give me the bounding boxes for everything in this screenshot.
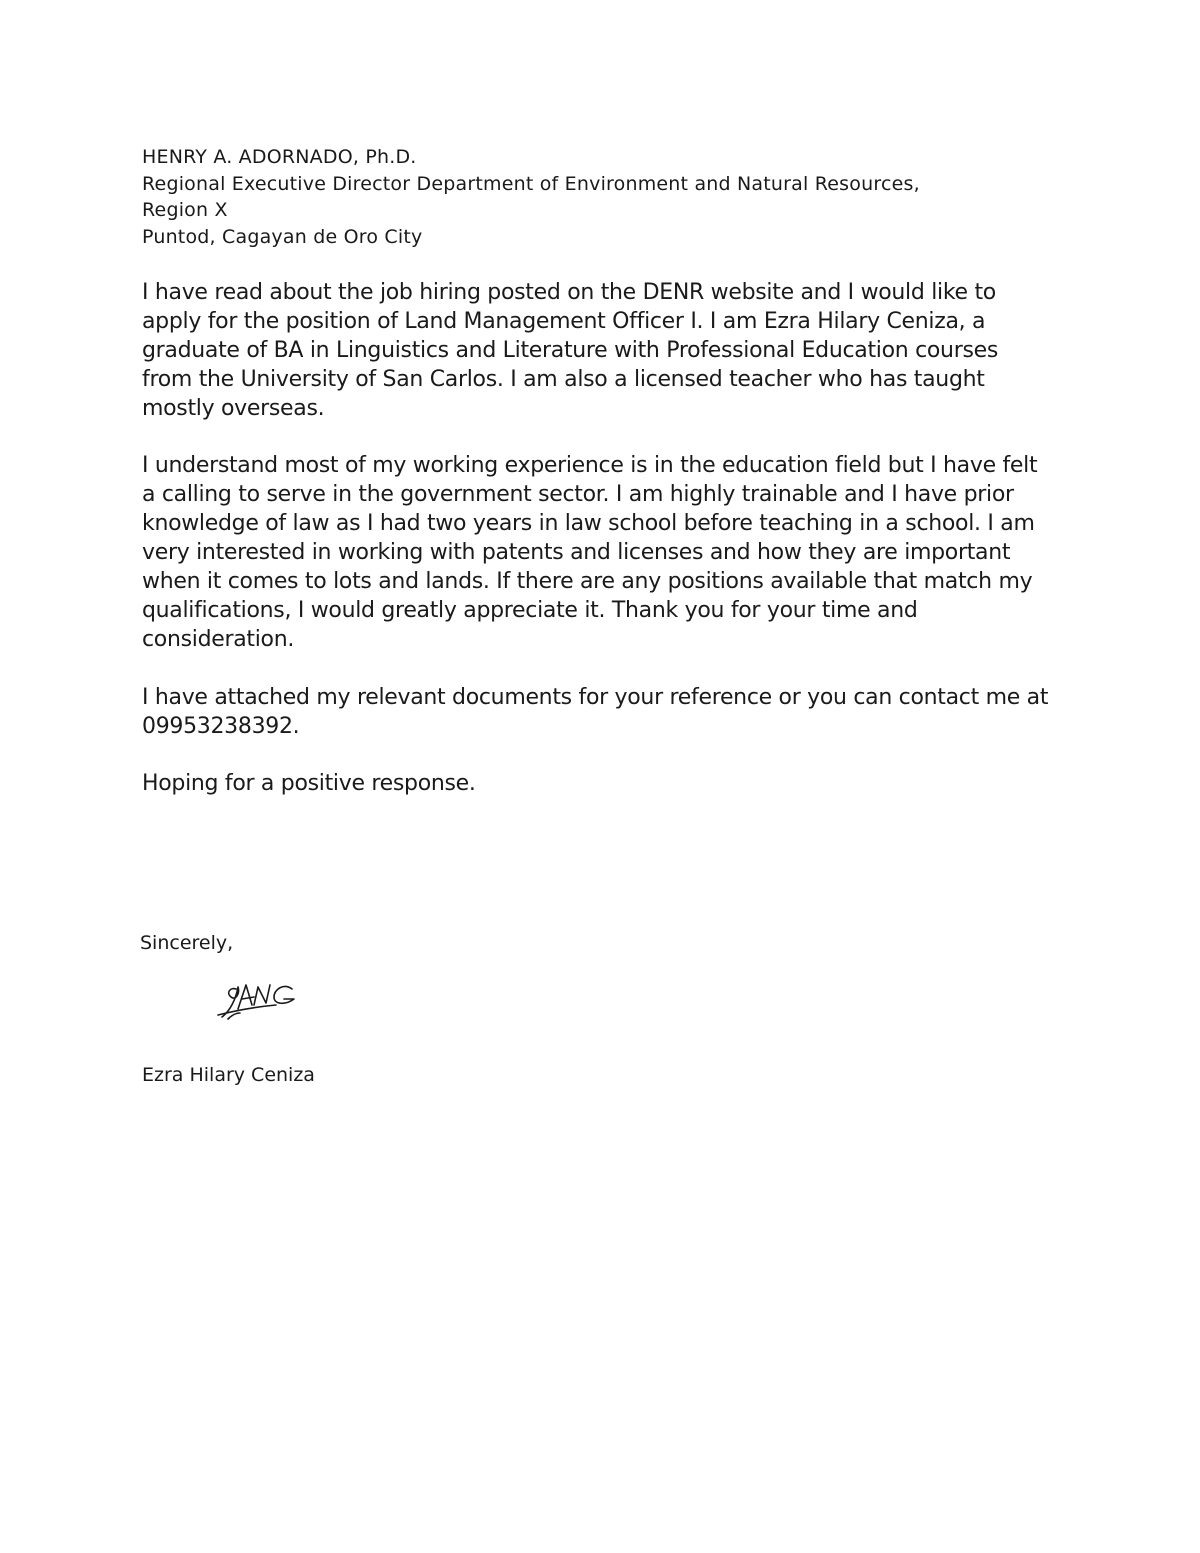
signer-name: Ezra Hilary Ceniza [142,1064,315,1086]
signature-icon [214,975,304,1025]
recipient-address: Puntod, Cagayan de Oro City [142,225,423,248]
recipient-title: Regional Executive Director Department of Environment and Natural Resources, [142,172,920,195]
body-paragraph-2: I understand most of my working experience is in the education field but I have felt a calling to serve in the government sector. I am highly trainable and I have prior knowledge of law as I had two years in law school before teaching in a school. I am very interested in working with patents and licenses and how they are important when it comes to lots and lands. If there are any positions available that match my qualifications, I would greatly appreciate it. Thank you for your time and consideration. [142,453,1038,652]
body-paragraph-1: I have read about the job hiring posted on the DENR website and I would like to apply for the position of Land Management Officer I. I am Ezra Hilary Ceniza, a graduate of BA in Linguistics and Literature with Professional Education courses from the University of San Carlos. I am also a licensed teacher who has taught mostly overseas. [142,280,999,421]
recipient-region: Region X [142,199,228,221]
closing-salutation: Sincerely, [140,932,234,954]
recipient-address-block [142,144,1042,250]
recipient-name: HENRY A. ADORNADO, Ph.D. [142,146,417,168]
body-paragraph-3: I have attached my relevant documents for your reference or you can contact me at 09953238392. [142,685,1049,739]
body-paragraph-4: Hoping for a positive response. [142,771,476,796]
